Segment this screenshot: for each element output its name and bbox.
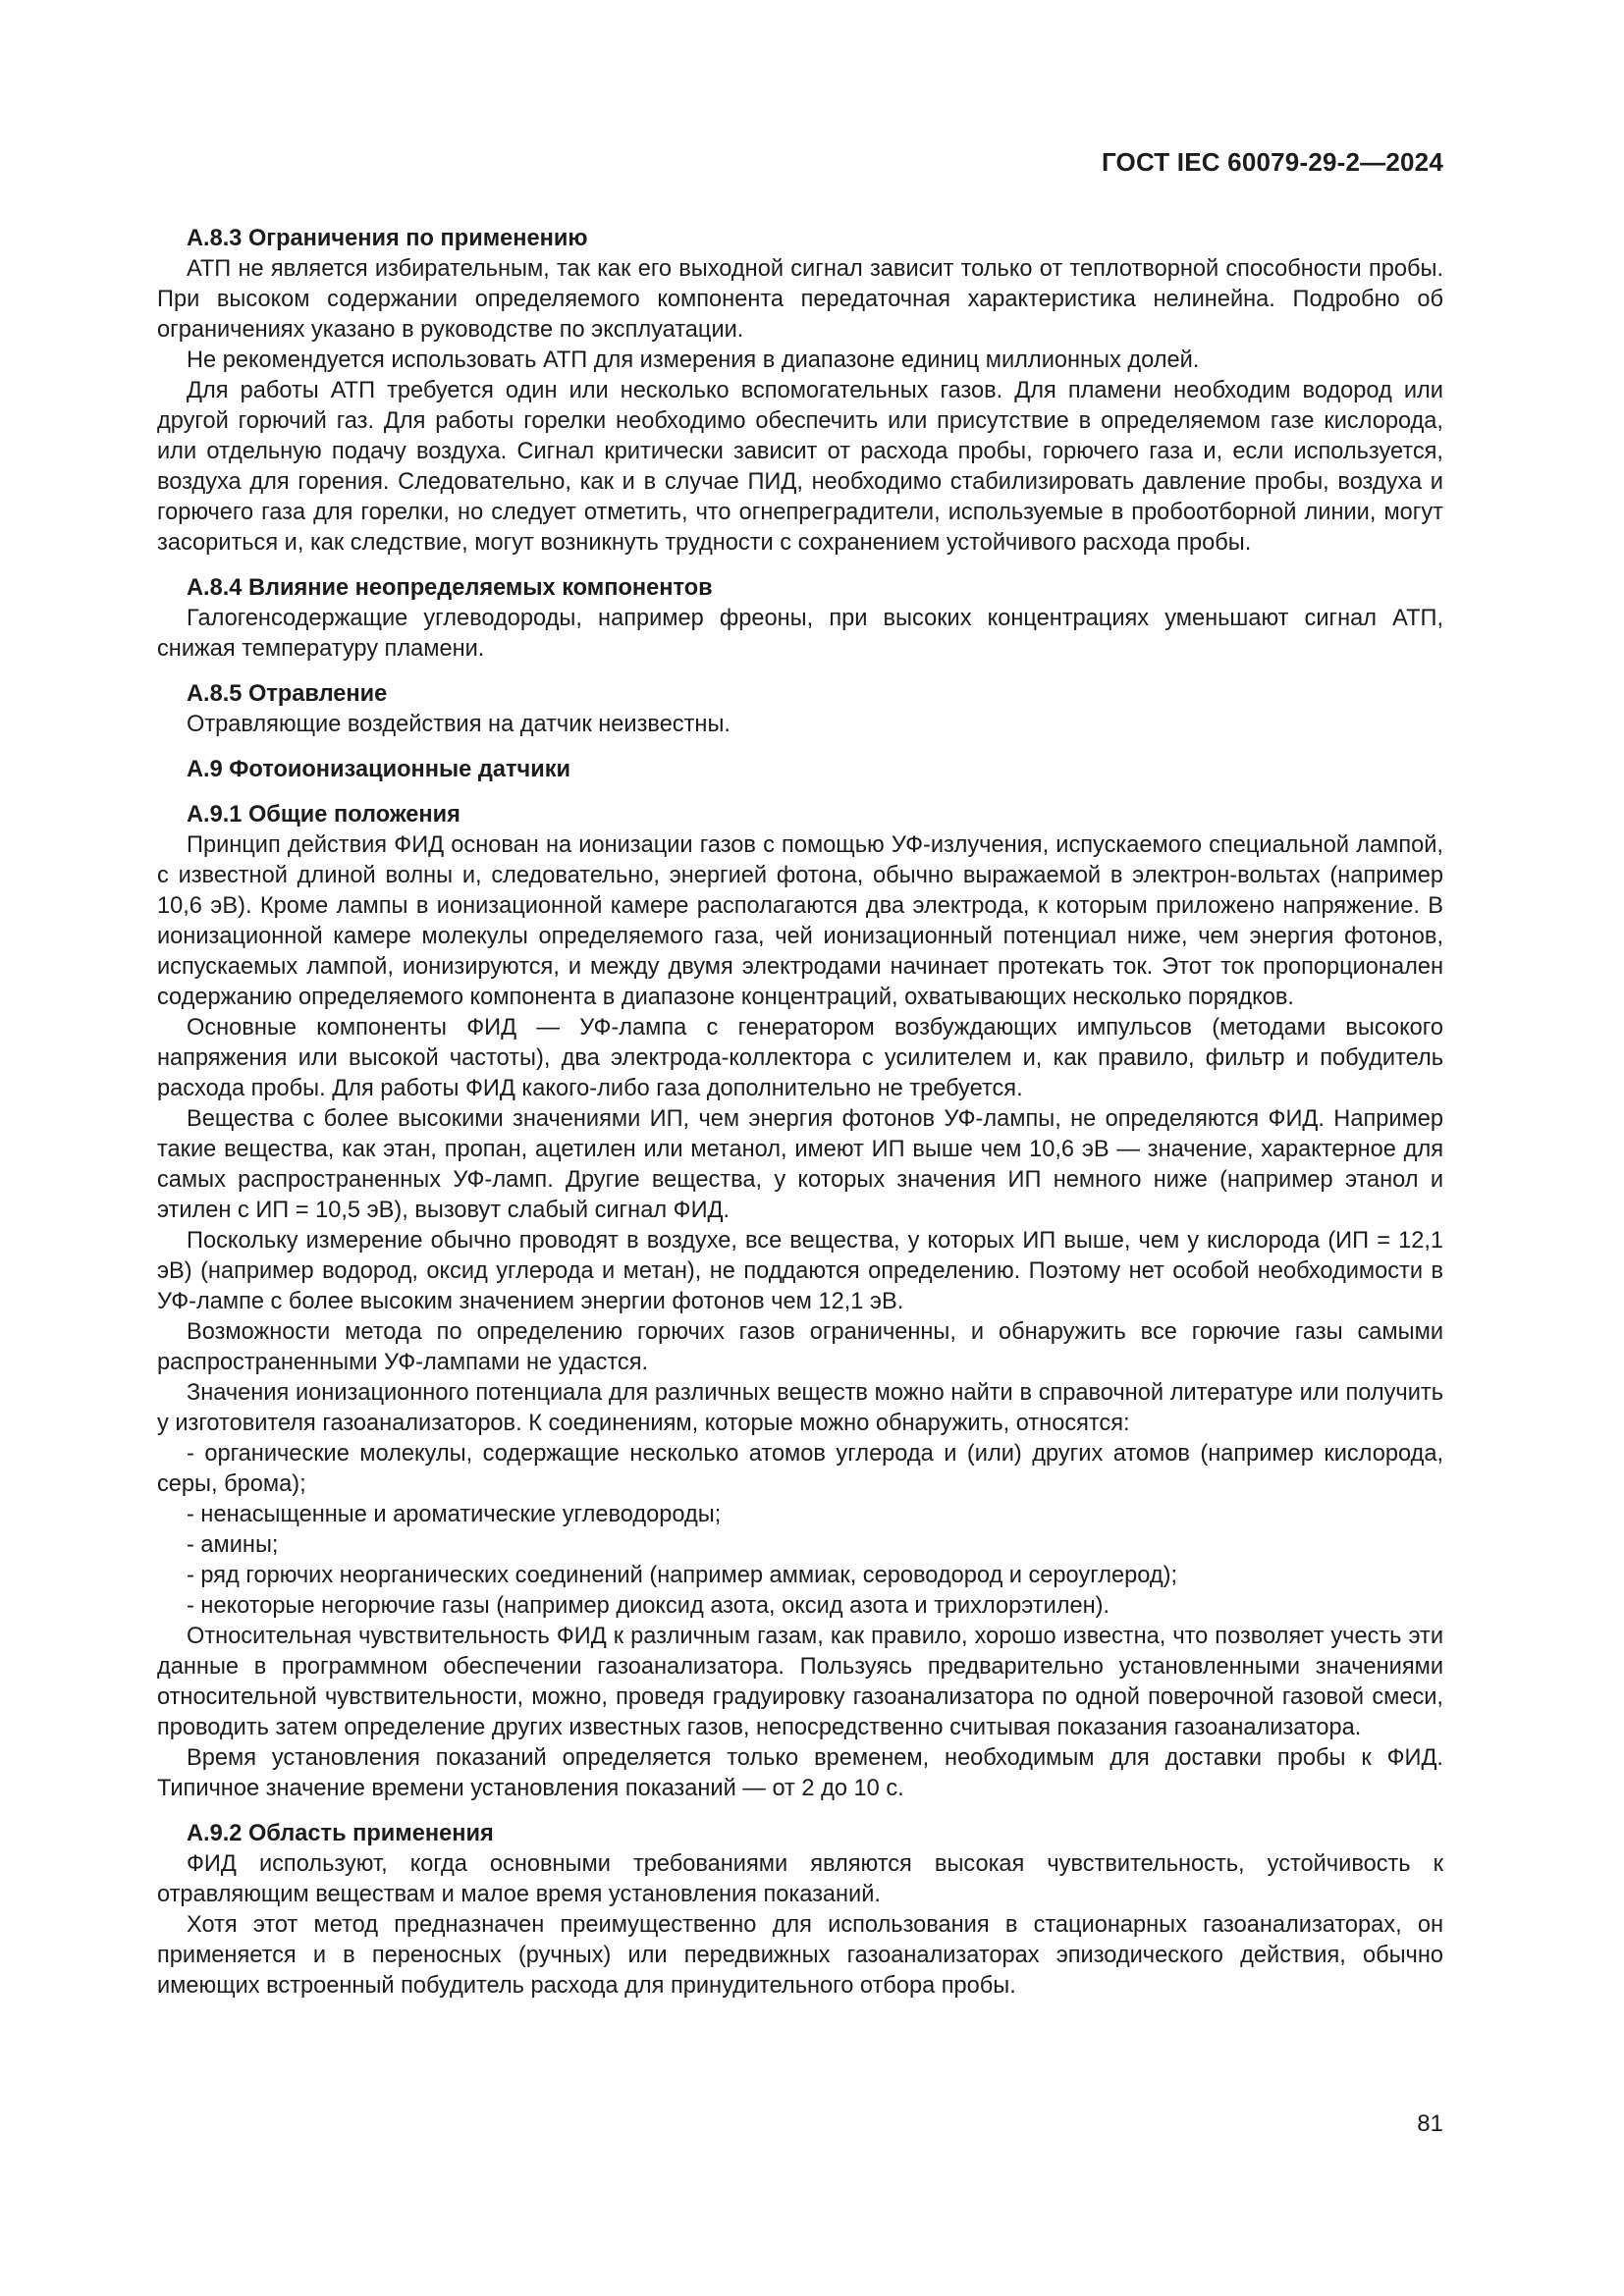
section-heading: А.9 Фотоионизационные датчики bbox=[187, 757, 571, 782]
list-item: - органические молекулы, содержащие несколько атомов углерода и (или) других атомов (например кислорода, серы, брома); bbox=[157, 1441, 1443, 1497]
paragraph: Для работы АТП требуется один или несколько вспомогательных газов. Для пламени необходим водород или другой горючий газ. Для работы горелки необходимо обеспечить или присутствие в определяемом газе кислорода, или отдельную подачу воздуха. Сигнал критически зависит от расхода пробы, горючего газа и, если используется, воздуха для горения. Следовательно, как и в случае ПИД, необходимо стабилизировать давление пробы, воздуха и горючего газа для горелки, но следует отметить, что огнепреградители, используемые в пробоотборной линии, могут засориться и, как следствие, могут возникнуть трудности с сохранением устойчивого расхода пробы. bbox=[157, 378, 1443, 556]
section-a-9-1 bbox=[157, 800, 1443, 1804]
section-heading: А.8.4 Влияние неопределяемых компонентов bbox=[187, 575, 713, 601]
paragraph: Отравляющие воздействия на датчик неизвестны. bbox=[187, 712, 731, 737]
document-header-id: ГОСТ IEC 60079-29-2—2024 bbox=[1101, 147, 1443, 177]
document-body bbox=[157, 224, 1443, 2016]
paragraph: Возможности метода по определению горючих газов ограниченны, и обнаружить все горючие газы самыми распространенными УФ-лампами не удастся. bbox=[157, 1319, 1443, 1375]
paragraph: Принцип действия ФИД основан на ионизации газов с помощью УФ-излучения, испускаемого специальной лампой, с известной длиной волны и, следовательно, энергией фотона, обычно выражаемой в электрон-вольтах (например 10,6 эВ). Кроме лампы в ионизационной камере располагаются два электрода, к которым приложено напряжение. В ионизационной камере молекулы определяемого газа, чей ионизационный потенциал ниже, чем энергия фотонов, испускаемых лампой, ионизируются, и между двумя электродами начинает протекать ток. Этот ток пропорционален содержанию определяемого компонента в диапазоне концентраций, охватывающих несколько порядков. bbox=[157, 832, 1443, 1010]
section-heading: А.8.3 Ограничения по применению bbox=[187, 226, 588, 251]
paragraph: ФИД используют, когда основными требованиями являются высокая чувствительность, устойчивость к отравляющим веществам и малое время установления показаний. bbox=[157, 1851, 1443, 1907]
paragraph: АТП не является избирательным, так как его выходной сигнал зависит только от теплотворной способности пробы. При высоком содержании определяемого компонента передаточная характеристика нелинейна. Подробно об ограничениях указано в руководстве по эксплуатации. bbox=[157, 256, 1443, 343]
section-a-8-3 bbox=[157, 224, 1443, 559]
paragraph: Время установления показаний определяется только временем, необходимым для доставки пробы к ФИД. Типичное значение времени установления показаний — от 2 до 10 с. bbox=[157, 1745, 1443, 1801]
list-item: - ненасыщенные и ароматические углеводороды; bbox=[187, 1502, 722, 1527]
section-a-8-5 bbox=[157, 679, 1443, 740]
paragraph: Хотя этот метод предназначен преимущественно для использования в стационарных газоанализаторах, он применяется и в переносных (ручных) или передвижных газоанализаторах эпизодического действия, обычно имеющих встроенный побудитель расхода для принудительного отбора пробы. bbox=[157, 1912, 1443, 1999]
paragraph: Относительная чувствительность ФИД к различным газам, как правило, хорошо известна, что позволяет учесть эти данные в программном обеспечении газоанализатора. Пользуясь предварительно установленными значениями относительной чувствительности, можно, проведя градуировку газоанализатора по одной поверочной газовой смеси, проводить затем определение других известных газов, непосредственно считывая показания газоанализатора. bbox=[157, 1624, 1443, 1740]
section-heading: А.9.2 Область применения bbox=[187, 1821, 494, 1846]
paragraph: Поскольку измерение обычно проводят в воздухе, все вещества, у которых ИП выше, чем у кислорода (ИП = 12,1 эВ) (например водород, оксид углерода и метан), не поддаются определению. Поэтому нет особой необходимости в УФ-лампе с более высоким значением энергии фотонов чем 12,1 эВ. bbox=[157, 1228, 1443, 1314]
section-a-9 bbox=[157, 755, 1443, 785]
paragraph: Вещества с более высокими значениями ИП, чем энергия фотонов УФ-лампы, не определяются ФИД. Например такие вещества, как этан, пропан, ацетилен или метанол, имеют ИП выше чем 10,6 эВ — значение, характерное для самых распространенных УФ-ламп. Другие вещества, у которых значения ИП немного ниже (например этанол и этилен с ИП = 10,5 эВ), вызовут слабый сигнал ФИД. bbox=[157, 1106, 1443, 1223]
section-heading: А.8.5 Отравление bbox=[187, 681, 388, 707]
page-number: 81 bbox=[1417, 2110, 1443, 2137]
paragraph: Галогенсодержащие углеводороды, например фреоны, при высоких концентрациях уменьшают сигнал АТП, снижая температуру пламени. bbox=[157, 606, 1443, 662]
paragraph: Значения ионизационного потенциала для различных веществ можно найти в справочной литературе или получить у изготовителя газоанализаторов. К соединениям, которые можно обнаружить, относятся: bbox=[157, 1380, 1443, 1436]
section-heading: А.9.1 Общие положения bbox=[187, 802, 460, 828]
section-a-9-2 bbox=[157, 1819, 1443, 2002]
paragraph: Не рекомендуется использовать АТП для измерения в диапазоне единиц миллионных долей. bbox=[187, 347, 1200, 373]
list-item: - ряд горючих неорганических соединений (например аммиак, сероводород и сероуглерод); bbox=[187, 1563, 1178, 1588]
list-item: - амины; bbox=[187, 1532, 279, 1558]
list-item: - некоторые негорючие газы (например диоксид азота, оксид азота и трихлорэтилен). bbox=[187, 1593, 1110, 1619]
paragraph: Основные компоненты ФИД — УФ-лампа с генератором возбуждающих импульсов (методами высокого напряжения или высокой частоты), два электрода-коллектора с усилителем и, как правило, фильтр и побудитель расхода пробы. Для работы ФИД какого-либо газа дополнительно не требуется. bbox=[157, 1015, 1443, 1101]
section-a-8-4 bbox=[157, 573, 1443, 665]
